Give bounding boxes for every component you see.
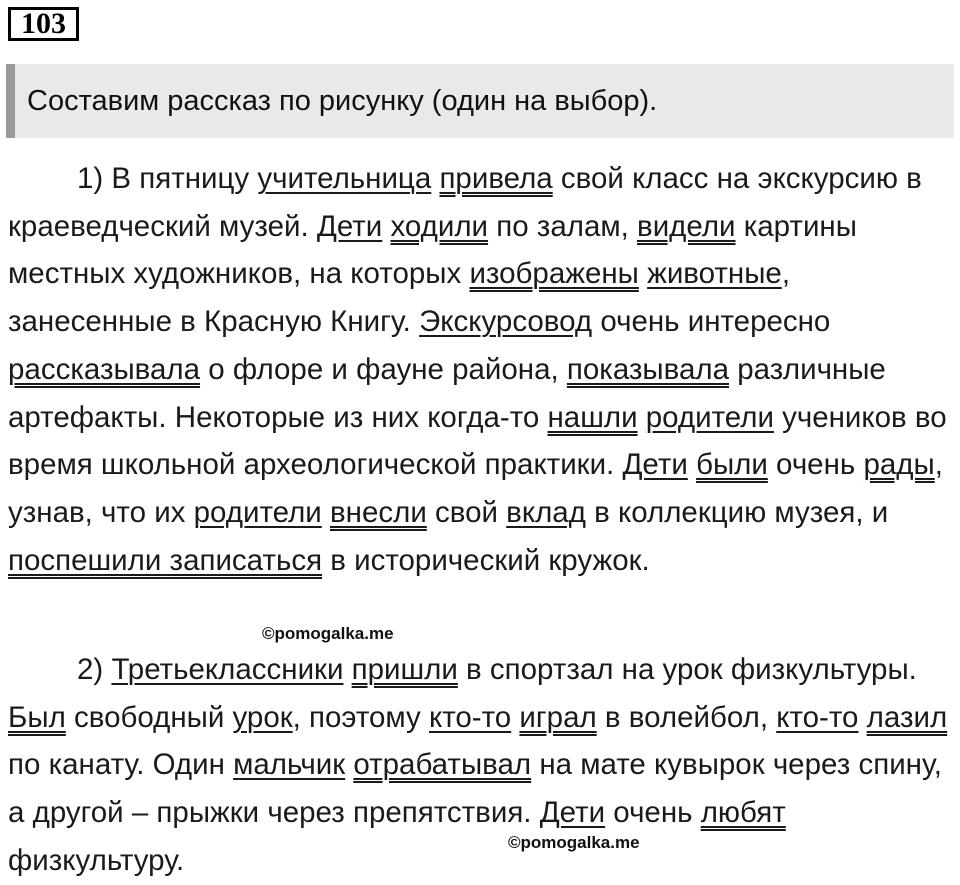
watermark: ©pomogalka.me (508, 833, 640, 852)
text: по залам, (488, 209, 638, 243)
predicate: привела (439, 162, 553, 195)
text: в волейбол, (596, 700, 777, 734)
text: свой (426, 495, 507, 529)
text: о флоре и фауне района, (200, 352, 567, 386)
text: 1) В пятницу (77, 162, 258, 195)
predicate: играл (519, 700, 597, 734)
text (343, 653, 351, 686)
text (638, 401, 646, 434)
predicate: любят (700, 796, 786, 830)
predicate: показывала (566, 352, 729, 386)
story-paragraph-2 (8, 646, 953, 885)
text: очень интересно (592, 305, 831, 339)
subject: мальчик (233, 748, 346, 782)
text: , поэтому (292, 700, 429, 734)
subject: животные (647, 257, 782, 291)
text: учеников во время школьной археологической практики. (8, 400, 947, 482)
text: свободный (65, 700, 233, 734)
text: в спортзал на урок физкультуры. (457, 653, 917, 686)
text: по канату. Один (8, 748, 234, 782)
text: картины местных художников, на которых (8, 209, 857, 291)
subject: кто-то (428, 700, 512, 734)
text (858, 701, 866, 734)
exercise-number: 103 (8, 7, 79, 41)
predicate: были (696, 448, 768, 482)
predicate: нашли (547, 400, 638, 434)
predicate: Был (8, 700, 66, 734)
text: , занесенные в Красную Книгу. (8, 257, 791, 339)
predicate: пришли (351, 653, 458, 686)
subject: учительница (257, 162, 432, 195)
predicate: изображены (469, 257, 639, 291)
subject: Дети (316, 209, 383, 243)
subject: Дети (539, 796, 606, 830)
object: вклад (506, 495, 586, 529)
subject: Экскурсовод (419, 305, 593, 339)
text: очень (605, 796, 701, 830)
text: на мате кувырок через спину, а другой – прыжки через препятствия. (8, 748, 942, 830)
text (322, 496, 330, 529)
text: физкультуру. (8, 843, 185, 877)
text: очень (767, 448, 864, 482)
predicate: видели (637, 209, 736, 243)
text: 2) (77, 653, 112, 686)
predicate: лазил (866, 700, 948, 734)
predicate: внесли (329, 495, 427, 529)
subject: урок (232, 700, 293, 734)
subject: Дети (622, 448, 688, 482)
subject: кто-то (776, 700, 859, 734)
subject: Третьеклассники (111, 653, 344, 686)
subject: родители (645, 400, 774, 434)
predicate: рассказывала (8, 352, 201, 386)
text: в коллекцию музея, и (585, 495, 889, 529)
predicate: рады (863, 448, 935, 482)
text: свой класс на экскурсию в краеведческий музей. (8, 162, 922, 243)
text: в исторический кружок. (322, 543, 650, 577)
text (639, 257, 647, 290)
predicate: ходили (390, 209, 489, 243)
task-banner (6, 64, 954, 138)
story-paragraph-1 (8, 155, 953, 584)
predicate: поспешили записаться (8, 543, 323, 577)
text: , узнав, что их (8, 448, 943, 529)
task-text: Составим рассказ по рисунку (один на выбор). (27, 85, 658, 117)
text: различные артефакты. Некоторые из них когда-то (8, 352, 886, 434)
subject: родители (193, 495, 322, 529)
predicate: отрабатывал (353, 748, 532, 782)
text (688, 448, 696, 481)
watermark: ©pomogalka.me (262, 624, 394, 643)
